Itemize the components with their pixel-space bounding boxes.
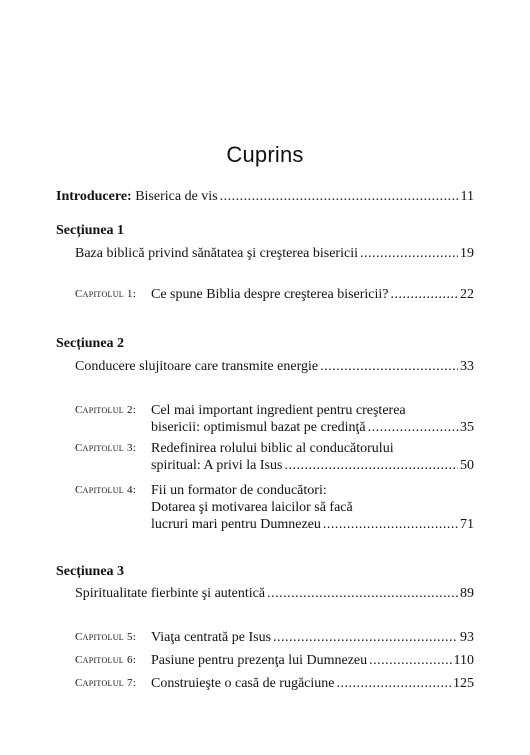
section-subtitle: Baza biblică privind sănătatea şi creşterea bisericii: [75, 246, 358, 261]
page-title: Cuprins: [226, 142, 304, 167]
chapter-label: Capitolul 1:: [75, 288, 137, 300]
page-number: 93: [460, 630, 474, 645]
chapter-label: Capitolul 6:: [75, 654, 137, 666]
dot-leader: [369, 652, 451, 669]
chapter-title-line: spiritual: A privi la Isus: [151, 458, 283, 473]
chapter-title-line: bisericii: optimismul bazat pe credinţă: [151, 420, 366, 435]
chapter-title-line: Construieşte o casă de rugăciune: [151, 676, 335, 691]
toc-entry-introduction[interactable]: [56, 188, 474, 206]
dot-leader: [360, 245, 458, 263]
chapter-title-line: Dotarea şi motivarea laicilor să facă: [151, 500, 353, 515]
toc-entry-chapter[interactable]: [151, 286, 474, 303]
chapter-label: Capitolul 5:: [75, 631, 137, 643]
chapter-label: Capitolul 2:: [75, 404, 137, 416]
dot-leader: [391, 286, 458, 303]
page-number: 71: [460, 517, 474, 532]
section-heading: Secțiunea 1: [56, 223, 125, 238]
chapter-title-line: Cel mai important ingredient pentru creşterea: [151, 403, 406, 418]
chapter-label: Capitolul 7:: [75, 677, 137, 689]
page-number: 35: [460, 420, 474, 435]
section-heading: Secțiunea 2: [56, 336, 125, 351]
dot-leader: [273, 629, 458, 646]
dot-leader: [320, 358, 458, 376]
dot-leader: [323, 516, 458, 533]
toc-entry-section-subtitle[interactable]: [75, 585, 474, 603]
page-number: 89: [460, 586, 474, 601]
intro-label: Introducere:: [56, 189, 132, 204]
page-number: 125: [453, 676, 474, 691]
toc-entry-section-subtitle[interactable]: [75, 358, 474, 376]
chapter-title-line: lucruri mari pentru Dumnezeu: [151, 517, 321, 532]
page-number: 50: [460, 458, 474, 473]
dot-leader: [368, 419, 458, 436]
toc-entry-chapter[interactable]: [151, 675, 474, 692]
toc-entry-section-subtitle[interactable]: [75, 245, 474, 263]
chapter-title-line: Pasiune pentru prezenţa lui Dumnezeu: [151, 653, 368, 668]
chapter-label: Capitolul 3:: [75, 442, 137, 454]
toc-entry-chapter[interactable]: [151, 482, 474, 533]
page-number: 11: [460, 189, 474, 204]
page-number: 22: [460, 287, 474, 302]
dot-leader: [220, 188, 459, 206]
chapter-title-line: Viaţa centrată pe Isus: [151, 630, 272, 645]
toc-entry-chapter[interactable]: [151, 629, 474, 646]
dot-leader: [267, 585, 458, 603]
page-number: 33: [460, 359, 474, 374]
toc-entry-chapter[interactable]: [151, 440, 474, 474]
chapter-title-line: Fii un formator de conducători:: [151, 483, 327, 498]
page-number: 19: [460, 246, 474, 261]
dot-leader: [284, 457, 458, 474]
toc-entry-chapter[interactable]: [151, 402, 474, 436]
page-number: 110: [453, 653, 474, 668]
chapter-title-line: Ce spune Biblia despre creşterea bisericii?: [151, 287, 389, 302]
dot-leader: [337, 675, 452, 692]
chapter-label: Capitolul 4:: [75, 484, 137, 496]
toc-entry-chapter[interactable]: [151, 652, 474, 669]
intro-text: Biserica de vis: [135, 189, 218, 204]
section-subtitle: Conducere slujitoare care transmite energie: [75, 359, 319, 374]
section-subtitle: Spiritualitate fierbinte şi autentică: [75, 586, 266, 601]
chapter-title-line: Redefinirea rolului biblic al conducătorului: [151, 441, 394, 456]
section-heading: Secțiunea 3: [56, 564, 125, 579]
